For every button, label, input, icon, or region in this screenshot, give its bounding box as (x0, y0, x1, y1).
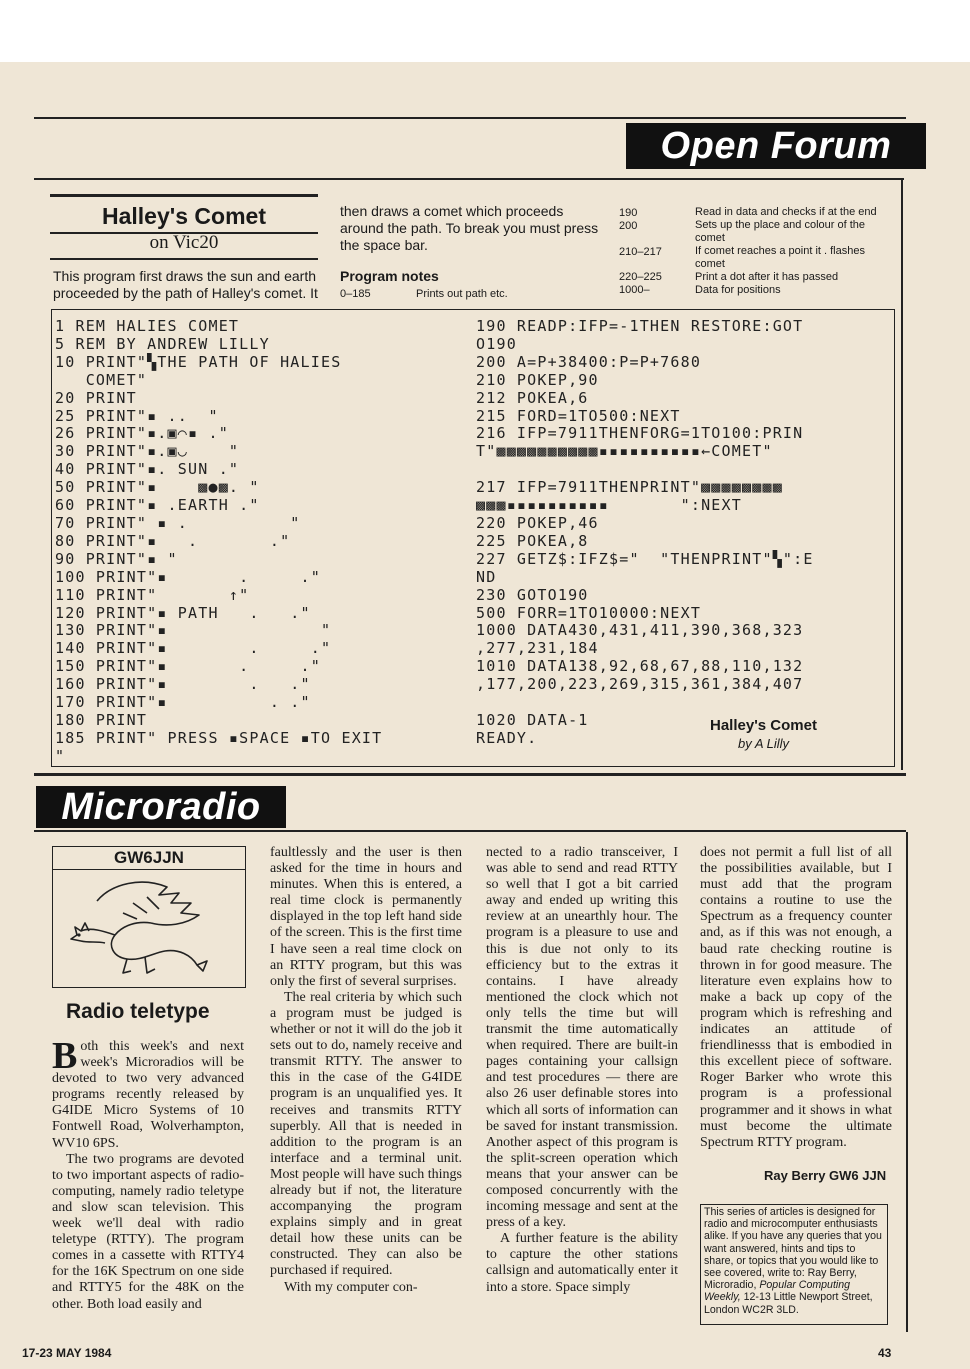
welsh-dragon-icon (67, 873, 229, 981)
listing-line: 210 POKEP,90 (476, 370, 599, 389)
note-range: 1000– (619, 284, 650, 296)
paragraph: The real criteria by which such a program must be judged is whether or not it will do the job it sets out to do, namely receive and transmit RTTY. The answer to this in the case of the G4IDE program is an unqualified yes. It receives and transmits RTTY superbly. All that is needed in addition to the program is an interface and a terminal unit. Most people will have such things already but if not, the literature accompanying the program explains simply and in great detail how these units can be constructed. They can also be purchased if required. (270, 989, 462, 1279)
paragraph: faultlessly and the user is then asked for the time in hours and minutes. When this is entered, a real time clock is permanently displayed in the top left hand side of the screen. This is the first time I have seen a real time clock on an RTTY program, but this was only the first of several surprises. (270, 845, 462, 989)
listing-line: 5 REM BY ANDREW LILLY (55, 334, 270, 353)
listing-line: ,277,231,184 (476, 639, 599, 658)
listing-line: COMET" (55, 370, 148, 389)
paragraph: nected to a radio transceiver, I was able to send and read RTTY so well that I got a bit carried away and ended up writing this review at an unearthly hour. The program is a pleasure to use and this is due not only to its efficiency but to the extras it contains. I have already mentioned the clock which not only tells the time but will transmit the time automatically when required. There are built-in pages containing your callsign and test procedures — there are also 26 user definable stores into which all sorts of information can be saved for instant transmission. Another aspect of this program is the split-screen operation which means that your answer can be composed concurrently with the incoming message and sent at the press of a key. (486, 845, 678, 1231)
listing-line: 90 PRINT"▪ " (55, 549, 178, 568)
listing-line: O190 (476, 334, 517, 353)
listing-line: READY. (476, 728, 538, 747)
listing-line: 50 PRINT"▪ ▩●▩. " (55, 478, 260, 497)
listing-line: " (55, 746, 66, 765)
listing-line: 215 FORD=1TO500:NEXT (476, 406, 681, 425)
info-address: 12-13 Little Newport Street, London WC2R 3LD. (704, 1291, 873, 1316)
listing-line (476, 694, 814, 712)
note-text: Data for positions (695, 284, 781, 296)
top-rule (34, 117, 906, 119)
right-edge-rule-lower (906, 832, 908, 1332)
author-signature: Ray Berry GW6 JJN (764, 1168, 887, 1183)
listing-line: 217 IFP=7911THENPRINT"▩▩▩▩▩▩▩▩ (476, 478, 783, 497)
listing-line: 216 IFP=7911THENFORG=1TO100:PRIN (476, 424, 804, 443)
listing-line: 30 PRINT"▪.▣◡ " (55, 442, 240, 461)
listing-line: 70 PRINT" ▪ . " (55, 513, 301, 532)
listing-line: 200 A=P+38400:P=P+7680 (476, 352, 702, 371)
drop-cap: B (52, 1035, 78, 1077)
listing-right-column (476, 318, 814, 748)
note-text: Prints out path etc. (416, 288, 508, 300)
listing-line: 180 PRINT (55, 710, 148, 729)
listing-line: 150 PRINT"▪ . ." (55, 657, 321, 676)
listing-line: 212 POKEA,6 (476, 388, 589, 407)
listing-line: 140 PRINT"▪ . ." (55, 639, 332, 658)
note-range: 210–217 (619, 246, 662, 258)
listing-line: 1 REM HALIES COMET (55, 317, 240, 335)
note-range: 200 (619, 220, 638, 232)
note-text: If comet reaches a point it . flashes comet (695, 245, 865, 270)
listing-line: 227 GETZ$:IFZ$=" "THENPRINT"▚":E (476, 549, 814, 568)
listing-caption-title: Halley's Comet (710, 717, 817, 734)
open-forum-banner: Open Forum (626, 123, 926, 169)
listing-line: 20 PRINT (55, 388, 137, 407)
right-edge-rule (901, 180, 903, 770)
header-underline (34, 178, 904, 180)
article-title: Halley's Comet (102, 203, 266, 229)
intro-left: This program first draws the sun and earth proceeded by the path of Halley's comet. It (53, 268, 318, 301)
info-box (700, 1204, 888, 1325)
listing-line: 170 PRINT"▪ . ." (55, 693, 311, 712)
listing-line: 1020 DATA-1 (476, 710, 589, 729)
listing-line: 40 PRINT"▪. SUN ." (55, 460, 240, 479)
listing-line: 26 PRINT"▪.▣⌒▪ ." (55, 424, 229, 443)
listing-line: T"▩▩▩▩▩▩▩▩▩▩▪▪▪▪▪▪▪▪▪▪←COMET" (476, 442, 773, 461)
listing-line: ND (476, 567, 497, 586)
listing-caption-byline: by A Lilly (738, 736, 790, 751)
listing-line: 25 PRINT"▪ .. " (55, 406, 219, 425)
listing-line: 160 PRINT"▪ . ." (55, 675, 311, 694)
microradio-rule (34, 830, 906, 832)
paragraph: does not permit a full list of all the possibilities available, but I must add that the program contains a routine to use the Spectrum as a frequency counter and, as if this was not enough, a baud rate checking routine is thrown in for good measure. The literature even explains how to make a back up copy of the program which is refreshing and indicates an attitude of friendlinesss that is embodied in this excellent piece of software. Roger Barker who wrote this program is a professional programmer and it shows in what must become the ultimate Spectrum RTTY program. (700, 845, 892, 1150)
info-text: This series of articles is designed for radio and microcomputer enthusiasts alike. If you have any queries that you want answered, hints and tips to share, or topics that you would like to see covered, write to: Ray Berry, Microradio, (704, 1206, 882, 1292)
listing-line: 185 PRINT" PRESS ▪SPACE ▪TO EXIT (55, 728, 383, 747)
callsign: GW6JJN (53, 847, 245, 870)
article-column-4 (700, 845, 892, 1151)
intro-right: then draws a comet which proceeds around the path. To break you must press the space bar. (340, 203, 599, 253)
listing-line: 225 POKEA,8 (476, 531, 589, 550)
note-range: 190 (619, 207, 638, 219)
listing-line: ▩▩▩▪▪▪▪▪▪▪▪▪▪ ":NEXT (476, 496, 742, 515)
listing-line: ,177,200,223,269,315,361,384,407 (476, 675, 804, 694)
listing-line: 100 PRINT"▪ . ." (55, 567, 321, 586)
note-text: Sets up the place and colour of the comet (695, 219, 866, 244)
issue-date: 17-23 MAY 1984 (22, 1346, 112, 1360)
program-notes-heading: Program notes (340, 268, 439, 284)
listing-line: 120 PRINT"▪ PATH . ." (55, 603, 311, 622)
listing-line: 1010 DATA138,92,68,67,88,110,132 (476, 657, 804, 676)
article-column-1 (52, 1035, 244, 1313)
listing-line: 110 PRINT" ↑" (55, 585, 250, 604)
note-text: Read in data and checks if at the end (695, 206, 877, 218)
article-column-3 (486, 845, 678, 1296)
section-divider (34, 773, 906, 776)
paragraph: The two programs are devoted to two important aspects of radio-computing, namely radio teletype and slow scan television. This week we'll deal with radio teletype (RTTY). The program comes in a cassette with RTTY4 for the 16K Spectrum on one side and RTTY5 for the 48K on the other. Both load easily and (52, 1151, 244, 1312)
paragraph: A further feature is the ability to capture the other stations callsign and automatically enter it into a store. Space simply (486, 1231, 678, 1295)
microradio-banner: Microradio (36, 786, 286, 828)
listing-left-column (55, 318, 382, 766)
article-column-2 (270, 845, 462, 1296)
title-rule-top (50, 194, 318, 197)
title-rule-bottom (50, 258, 318, 260)
article-subtitle: on Vic20 (149, 232, 219, 253)
page-number: 43 (878, 1346, 892, 1360)
note-range: 220–225 (619, 271, 662, 283)
paragraph: oth this week's and next week's Microradios will be devoted to two very advanced programs recently released by G4IDE Micro Systems of 10 Fontwell Road, Wolverhampton, WV10 6PS. (52, 1039, 244, 1151)
listing-line: 130 PRINT"▪ " (55, 621, 332, 640)
listing-line: 10 PRINT"▚THE PATH OF HALIES (55, 352, 342, 371)
listing-line (476, 461, 814, 479)
listing-line: 500 FORR=1TO10000:NEXT (476, 603, 702, 622)
listing-line: 220 POKEP,46 (476, 513, 599, 532)
program-listing (51, 309, 895, 767)
callsign-box (52, 846, 246, 988)
publication-name: Popular Computing Weekly, (704, 1279, 851, 1304)
listing-line: 190 READP:IFP=-1THEN RESTORE:GOT (476, 317, 804, 335)
note-text: Print a dot after it has passed (695, 271, 839, 283)
note-range: 0–185 (340, 288, 371, 300)
radio-teletype-heading: Radio teletype (66, 1000, 210, 1023)
listing-line: 230 GOTO190 (476, 585, 589, 604)
paragraph: With my computer con- (284, 1279, 418, 1295)
listing-line: 1000 DATA430,431,411,390,368,323 (476, 621, 804, 640)
listing-line: 60 PRINT"▪ .EARTH ." (55, 496, 260, 515)
listing-line: 80 PRINT"▪ . ." (55, 531, 291, 550)
